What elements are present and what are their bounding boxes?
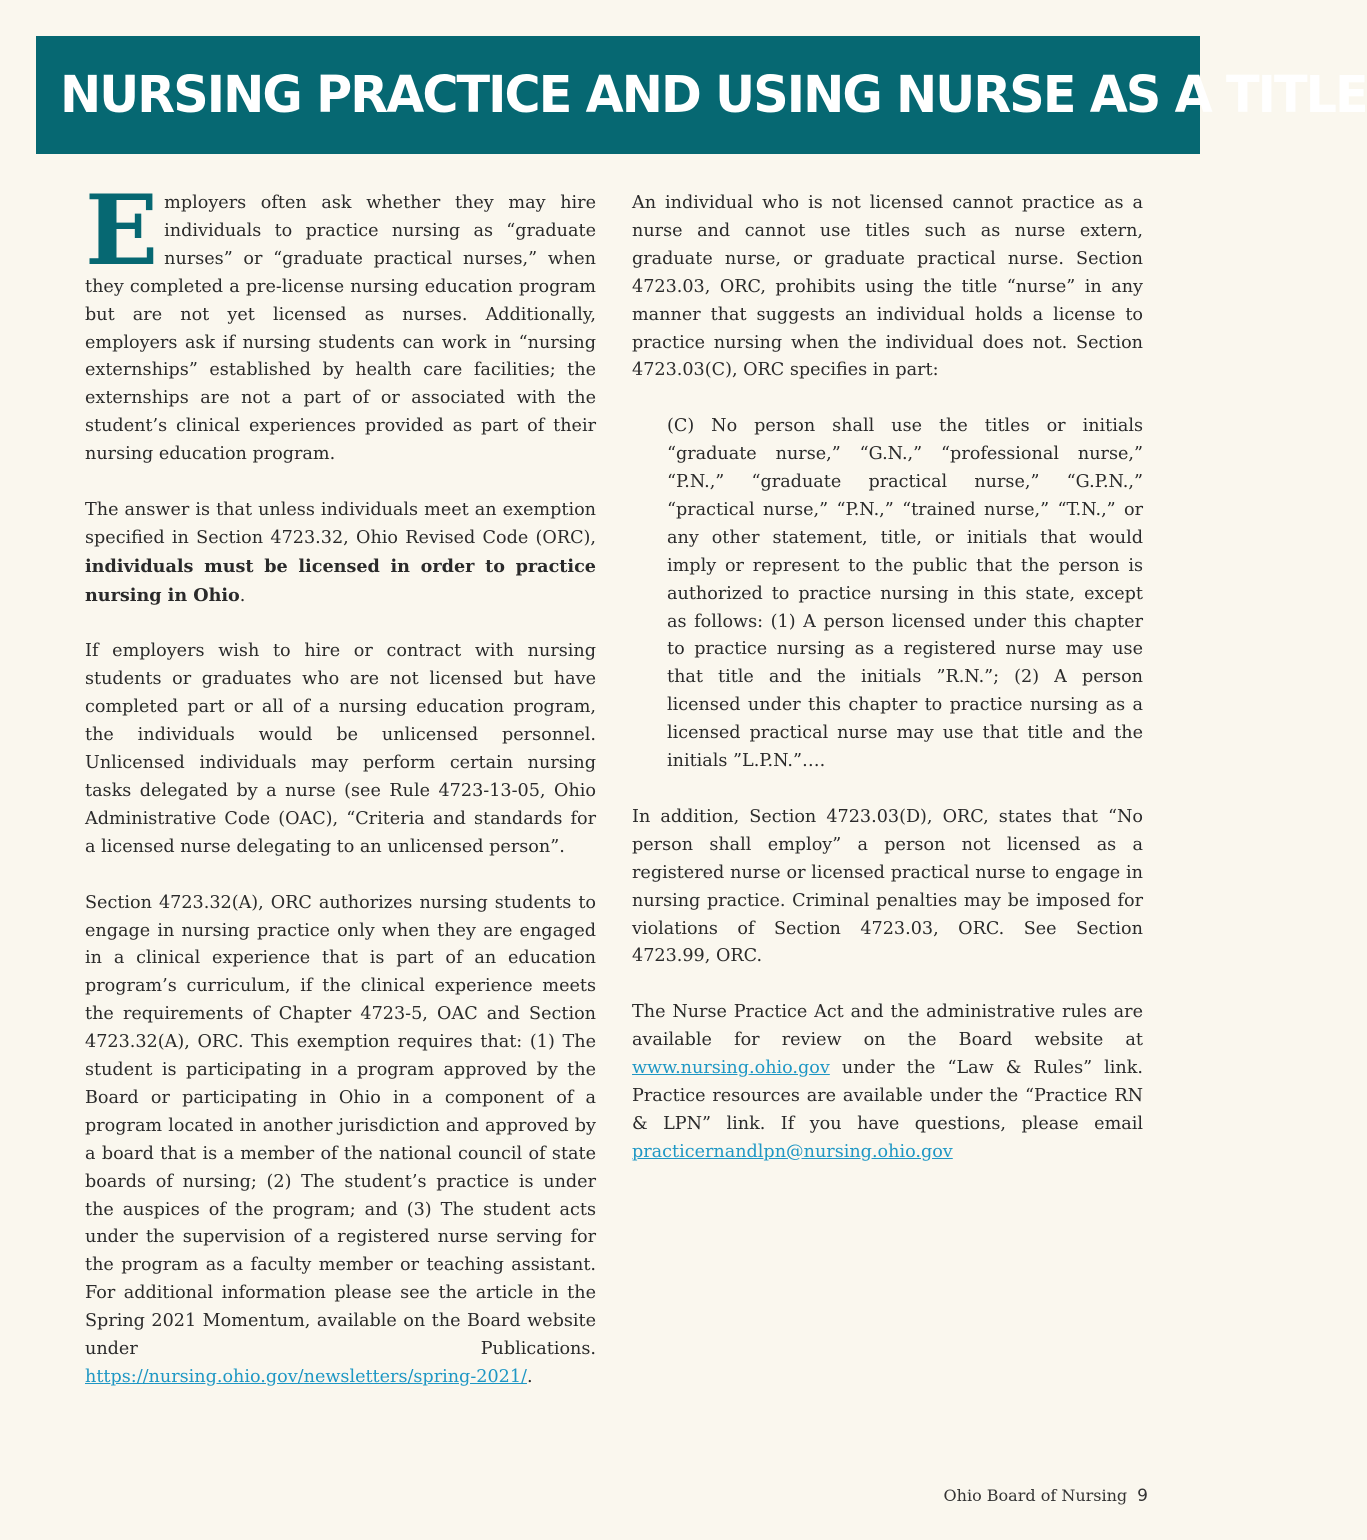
page-title: NURSING PRACTICE AND USING NURSE AS A TITLE (60, 66, 1367, 125)
left-column (85, 174, 596, 1420)
email-link[interactable]: practicernandlpn@nursing.ohio.gov (632, 1141, 953, 1162)
employment-paragraph: In addition, Section 4723.03(D), ORC, states that “No person shall employ” a person not licensed as a registered nurse or licensed practical nurse to engage in nursing practice. Criminal penalties may be imposed for violations of Section 4723.03, ORC. See Section 4723.99, ORC. (632, 806, 1143, 967)
student-exemption-end: . (526, 1367, 533, 1388)
right-column (632, 190, 1143, 1195)
student-exemption-text: Section 4723.32(A), ORC authorizes nursing students to engage in nursing practice only when they are engaged in a clinical experience that is part of an education program’s curriculum, if the clinical experience meets the requirements of Chapter 4723-5, OAC and Section 4723.32(A), ORC. This exemption requires that: (1) The student is participating in a program approved by the Board or participating in Ohio in a component of a program located in another jurisdiction and approved by a board that is a member of the national council of state boards of nursing; (2) The student’s practice is under the auspices of the program; and (3) The student acts under the supervision of a registered nurse serving for the program as a faculty member or teaching assistant. For additional information please see the article in the Spring 2021 Momentum, available on the Board website under Publications. (85, 892, 596, 1360)
statute-quote: (C) No person shall use the titles or initials “graduate nurse,” “G.N.,” “professional nurse,” “P.N.,” “graduate practical nurse,” “G.P.N.,” “practical nurse,” “P.N.,” “trained nurse,” “T.N.,” or any other statement, title, or initials that would imply or represent to the public that the person is authorized to practice nursing in this state, except as follows: (1) A person licensed under this chapter to practice nursing as a registered nurse may use that title and the initials ”R.N.”; (2) A person licensed under this chapter to practice nursing as a licensed practical nurse may use that title and the initials ”L.P.N.”…. (667, 416, 1143, 772)
intro-paragraph (85, 174, 596, 469)
footer-publisher: Ohio Board of Nursing (943, 1486, 1128, 1505)
drop-cap: E (85, 174, 159, 287)
page-footer (944, 1486, 1148, 1506)
answer-paragraph (85, 497, 596, 611)
resources-text-b: under the “Law & Rules” link. Practice resources are available under the “Practice RN & LPN” link. If you have questions, please email (632, 1058, 1143, 1134)
title-restriction-paragraph: An individual who is not licensed cannot practice as a nurse and cannot use titles such as nurse extern, graduate nurse, or graduate practical nurse. Section 4723.03, ORC, prohibits using the title “nurse” in any manner that suggests an individual holds a license to practice nursing when the individual does not. Section 4723.03(C), ORC specifies in part: (632, 193, 1143, 381)
board-website-link[interactable]: www.nursing.ohio.gov (632, 1058, 830, 1079)
answer-text: The answer is that unless individuals meet an exemption specified in Section 4723.32, Ohio Revised Code (ORC), (85, 499, 596, 548)
student-exemption-paragraph (85, 890, 596, 1392)
header-banner (36, 36, 1367, 154)
answer-end: . (239, 585, 246, 606)
newsletter-link[interactable]: https://nursing.ohio.gov/newsletters/spring-2021/ (85, 1367, 527, 1388)
page-number: 9 (1137, 1486, 1148, 1506)
answer-emphasis: individuals must be licensed in order to practice nursing in Ohio (85, 555, 596, 606)
unlicensed-personnel-paragraph: If employers wish to hire or contract with nursing students or graduates who are not licensed but have completed part or all of a nursing education program, the individuals would be unlicensed personnel. Unlicensed individuals may perform certain nursing tasks delegated by a nurse (see Rule 4723-13-05, Ohio Administrative Code (OAC), “Criteria and standards for a licensed nurse delegating to an unlicensed person”. (85, 641, 596, 857)
intro-text: mployers often ask whether they may hire individuals to practice nursing as “graduate nurses” or “graduate practical nurses,” when they completed a pre-license nursing education program but are not yet licensed as nurses. Additionally, employers ask if nursing students can work in “nursing externships” established by health care facilities; the externships are not a part of or associated with the student’s clinical experiences provided as part of their nursing education program. (85, 193, 596, 465)
resources-text-a: The Nurse Practice Act and the administrative rules are available for review on the Board website at (632, 1002, 1143, 1051)
resources-paragraph (632, 999, 1143, 1166)
